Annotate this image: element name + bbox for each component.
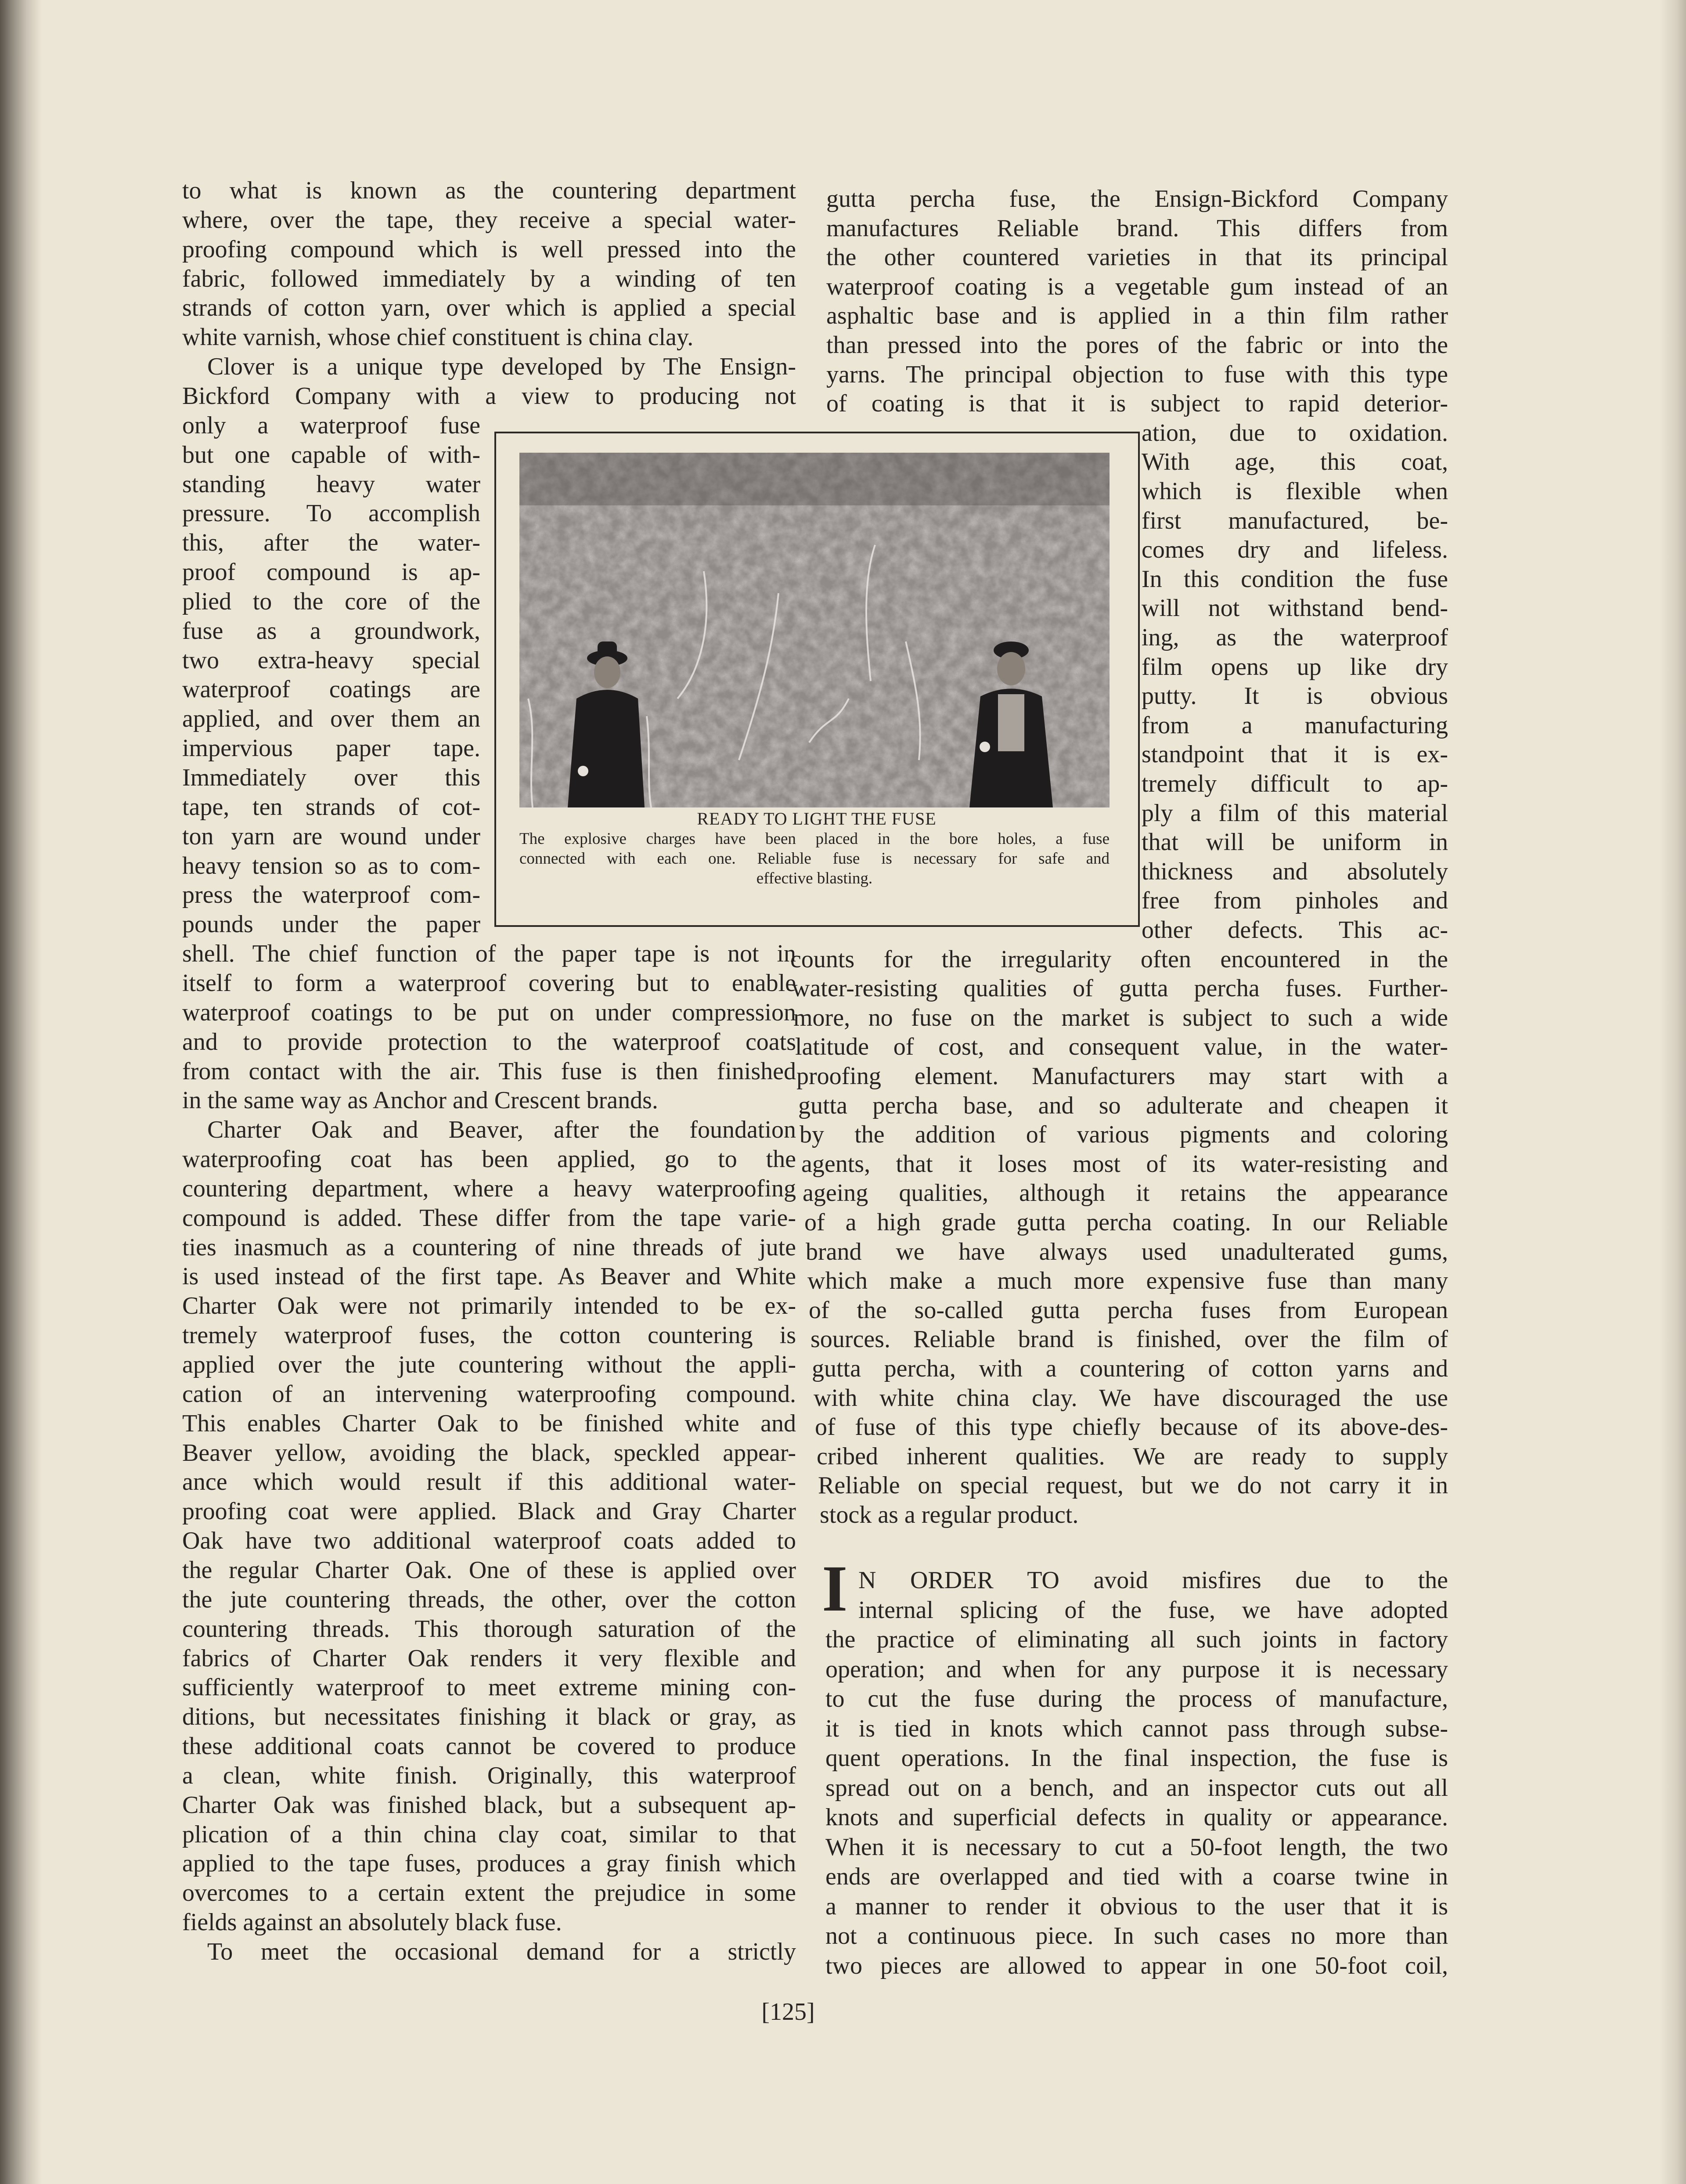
text-line: of a high grade gutta percha coating. In our Reliable — [804, 1209, 1448, 1236]
text-line: of the so-called gutta percha fuses from European — [809, 1296, 1448, 1324]
text-line: asphaltic base and is applied in a thin film rather — [826, 302, 1448, 330]
text-line: waterproofing coat has been applied, go to the — [182, 1146, 796, 1173]
text-line: of fuse of this type chiefly because of its above-des- — [815, 1413, 1448, 1441]
text-line: tremely waterproof fuses, the cotton countering is — [182, 1322, 796, 1349]
text-line: applied over the jute countering without the appli- — [182, 1351, 796, 1378]
text-line: standpoint that it is ex- — [1142, 741, 1448, 768]
text-line: the regular Charter Oak. One of these is applied over — [182, 1556, 796, 1584]
text-line: Beaver yellow, avoiding the black, speckled appear- — [182, 1439, 796, 1467]
text-line: fields against an absolutely black fuse. — [182, 1909, 562, 1936]
text-line: standing heavy water — [182, 470, 480, 498]
text-line: Charter Oak was finished black, but a subsequent ap- — [182, 1791, 796, 1819]
page-binding-shadow — [0, 0, 42, 2184]
text-line: tremely difficult to ap- — [1142, 770, 1448, 797]
text-line: more, no fuse on the market is subject to such a wide — [793, 1004, 1448, 1031]
text-line: with white china clay. We have discouraged the use — [814, 1384, 1448, 1412]
text-line: N ORDER TO avoid misfires due to the — [858, 1567, 1448, 1594]
text-line: it is tied in knots which cannot pass through subse- — [825, 1715, 1448, 1742]
text-line: not a continuous piece. In such cases no more than — [825, 1922, 1448, 1950]
text-line: comes dry and lifeless. — [1142, 536, 1448, 564]
text-line: free from pinholes and — [1142, 887, 1448, 915]
text-line: countering threads. This thorough saturation of the — [182, 1615, 796, 1643]
text-line: a manner to render it obvious to the user that it is — [825, 1892, 1448, 1920]
text-line: pressure. To accomplish — [182, 500, 480, 527]
text-line: ance which would result if this additional water- — [182, 1468, 796, 1496]
text-line: the other countered varieties in that its principal — [826, 244, 1448, 271]
text-line: waterproof coating is a vegetable gum instead of an — [826, 273, 1448, 300]
text-line: overcomes to a certain extent the prejudice in some — [182, 1879, 796, 1907]
text-line: In this condition the fuse — [1142, 565, 1448, 593]
text-line: countering department, where a heavy waterproofing — [182, 1175, 796, 1202]
text-line: proof compound is ap- — [182, 559, 480, 586]
text-line: the jute countering threads, the other, over the cotton — [182, 1586, 796, 1613]
text-line: applied, and over them an — [182, 705, 480, 733]
text-line: pounds under the paper — [182, 911, 480, 938]
text-line: in the same way as Anchor and Crescent brands. — [182, 1087, 658, 1114]
text-line: waterproof coatings are — [182, 676, 480, 703]
text-line: from contact with the air. This fuse is then finished — [182, 1057, 796, 1085]
figure-caption-line: effective blasting. — [756, 869, 873, 887]
text-line: Bickford Company with a view to producing not — [182, 382, 796, 410]
text-line: this, after the water- — [182, 529, 480, 557]
text-line: proofing compound which is well pressed into the — [182, 235, 796, 263]
text-line: Charter Oak were not primarily intended to be ex- — [182, 1292, 796, 1320]
text-line: impervious paper tape. — [182, 735, 480, 762]
text-line: manufactures Reliable brand. This differs from — [826, 214, 1448, 242]
text-line: Oak have two additional waterproof coats added to — [182, 1527, 796, 1555]
text-line: gutta percha fuse, the Ensign-Bickford Company — [826, 185, 1448, 213]
text-line: spread out on a bench, and an inspector cuts out all — [825, 1774, 1448, 1802]
text-line: agents, that it loses most of its water-resisting and — [801, 1150, 1448, 1178]
text-line: first manufactured, be- — [1142, 507, 1448, 534]
text-line: operation; and when for any purpose it is necessary — [825, 1655, 1448, 1683]
text-line: which is flexible when — [1142, 478, 1448, 505]
text-line: With age, this coat, — [1142, 448, 1448, 476]
text-line: sources. Reliable brand is finished, over the film of — [811, 1326, 1448, 1353]
text-line: press the waterproof com- — [182, 881, 480, 909]
text-line: Charter Oak and Beaver, after the foundation — [207, 1116, 796, 1144]
text-line: two pieces are allowed to appear in one 50-foot coil, — [825, 1952, 1448, 1979]
text-line: film opens up like dry — [1142, 653, 1448, 681]
text-line: latitude of cost, and consequent value, in the water- — [795, 1033, 1448, 1061]
text-line: of coating is that it is subject to rapid deterior- — [826, 390, 1448, 418]
text-line: but one capable of with- — [182, 441, 480, 469]
text-line: than pressed into the pores of the fabric or into the — [826, 332, 1448, 359]
text-line: fabric, followed immediately by a winding of ten — [182, 265, 796, 292]
text-line: where, over the tape, they receive a special water- — [182, 206, 796, 234]
text-line: and to provide protection to the waterproof coats — [182, 1028, 796, 1056]
text-line: proofing element. Manufacturers may start with a — [796, 1063, 1448, 1090]
text-line: to what is known as the countering department — [182, 177, 796, 204]
text-line: the practice of eliminating all such joints in factory — [825, 1626, 1448, 1653]
text-line: tape, ten strands of cot- — [182, 793, 480, 821]
text-line: ing, as the waterproof — [1142, 624, 1448, 651]
text-line: ation, due to oxidation. — [1142, 419, 1448, 447]
text-line: thickness and absolutely — [1142, 858, 1448, 885]
text-line: knots and superficial defects in quality or appearance. — [825, 1804, 1448, 1831]
text-line: ton yarn are wound under — [182, 822, 480, 850]
text-line: Reliable on special request, but we do not carry it in — [818, 1472, 1448, 1499]
text-line: only a waterproof fuse — [182, 411, 480, 439]
text-line: When it is necessary to cut a 50-foot length, the two — [825, 1833, 1448, 1861]
text-line: will not withstand bend- — [1142, 595, 1448, 622]
text-line: which make a much more expensive fuse than many — [807, 1267, 1448, 1295]
text-line: to cut the fuse during the process of manufacture, — [825, 1685, 1448, 1712]
text-line: waterproof coatings to be put on under compression — [182, 998, 796, 1026]
text-line: applied to the tape fuses, produces a gray finish which — [182, 1850, 796, 1878]
text-line: quent operations. In the final inspection, the fuse is — [825, 1744, 1448, 1772]
text-line: gutta percha, with a countering of cotton yarns and — [812, 1355, 1448, 1382]
text-line: cation of an intervening waterproofing compound. — [182, 1380, 796, 1408]
text-line: itself to form a waterproof covering but to enable — [182, 969, 796, 997]
drop-cap: I — [822, 1552, 848, 1625]
page-edge-shadow — [1660, 0, 1686, 2184]
figure-caption-line: connected with each one. Reliable fuse is necessary for safe and — [519, 850, 1110, 868]
text-line: gutta percha base, and so adulterate and cheapen it — [798, 1092, 1448, 1119]
text-line: strands of cotton yarn, over which is applied a special — [182, 294, 796, 322]
text-line: ageing qualities, although it retains the appearance — [803, 1179, 1448, 1207]
text-line: water-resisting qualities of gutta percha fuses. Further- — [792, 975, 1448, 1002]
text-line: these additional coats cannot be covered to produce — [182, 1733, 796, 1760]
text-line: sufficiently waterproof to meet extreme mining con- — [182, 1674, 796, 1701]
text-line: fabrics of Charter Oak renders it very flexible and — [182, 1644, 796, 1672]
text-line: Clover is a unique type developed by The Ensign- — [207, 353, 796, 381]
text-line: two extra-heavy special — [182, 646, 480, 674]
text-line: is used instead of the first tape. As Beaver and White — [182, 1263, 796, 1290]
text-line: putty. It is obvious — [1142, 682, 1448, 710]
text-line: plication of a thin china clay coat, similar to that — [182, 1820, 796, 1848]
text-line: To meet the occasional demand for a strictly — [207, 1938, 796, 1965]
text-line: brand we have always used unadulterated gums, — [806, 1238, 1448, 1265]
text-line: a clean, white finish. Originally, this waterproof — [182, 1762, 796, 1789]
text-line: counts for the irregularity often encountered in the — [790, 945, 1448, 973]
text-line: heavy tension so as to com- — [182, 852, 480, 879]
text-line: ditions, but necessitates finishing it black or gray, as — [182, 1703, 796, 1731]
text-line: that will be uniform in — [1142, 829, 1448, 856]
text-line: fuse as a groundwork, — [182, 617, 480, 645]
page-number: [125] — [761, 1998, 815, 2025]
text-line: shell. The chief function of the paper tape is not in — [182, 940, 796, 968]
text-line: plied to the core of the — [182, 587, 480, 615]
text-line: ends are overlapped and tied with a coarse twine in — [825, 1863, 1448, 1890]
text-line: yarns. The principal objection to fuse with this type — [826, 360, 1448, 388]
text-line: This enables Charter Oak to be finished white and — [182, 1409, 796, 1437]
text-line: proofing coat were applied. Black and Gray Charter — [182, 1498, 796, 1525]
text-line: ties inasmuch as a countering of nine threads of jute — [182, 1233, 796, 1261]
text-line: other defects. This ac- — [1142, 916, 1448, 944]
text-line: cribed inherent qualities. We are ready to supply — [817, 1442, 1448, 1470]
figure-title: READY TO LIGHT THE FUSE — [697, 809, 937, 829]
text-line: ply a film of this material — [1142, 799, 1448, 827]
text-line: internal splicing of the fuse, we have adopted — [858, 1596, 1448, 1624]
text-line: compound is added. These differ from the tape varie- — [182, 1204, 796, 1232]
text-line: from a manufacturing — [1142, 711, 1448, 739]
text-line: by the addition of various pigments and coloring — [800, 1121, 1448, 1149]
mine-blasting-photo — [519, 453, 1110, 807]
text-line: white varnish, whose chief constituent is china clay. — [182, 324, 694, 351]
figure-caption-line: The explosive charges have been placed in the bore holes, a fuse — [519, 830, 1110, 848]
text-line: stock as a regular product. — [820, 1501, 1079, 1528]
text-line: Immediately over this — [182, 764, 480, 791]
